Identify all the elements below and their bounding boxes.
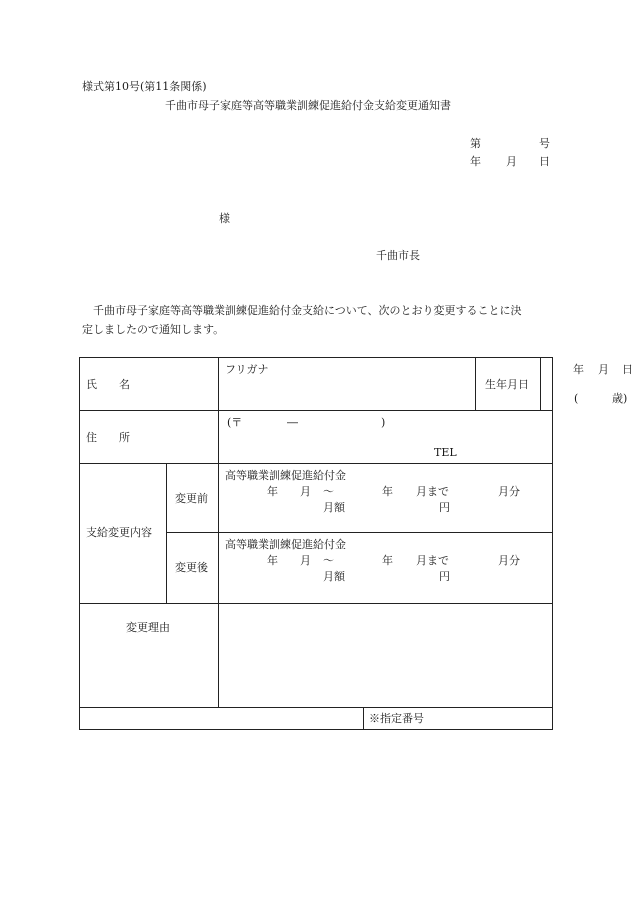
postal-open: (〒 — [227, 416, 243, 429]
date-day: 日 — [539, 155, 550, 168]
benefit-name: 高等職業訓練促進給付金 — [225, 538, 346, 552]
birth-label: 生年月日 — [485, 378, 529, 391]
before-value-cell[interactable] — [219, 464, 553, 533]
name-row — [80, 358, 553, 411]
yen-label: 円 — [439, 501, 450, 514]
reason-label-cell — [80, 604, 219, 708]
name-label: 氏 名 — [86, 378, 130, 391]
birth-day: 日 — [622, 363, 633, 376]
address-label: 住 所 — [86, 431, 130, 444]
before-label: 変更前 — [175, 492, 208, 505]
benefit-name: 高等職業訓練促進給付金 — [225, 469, 346, 482]
date-year: 年 — [470, 155, 481, 168]
months-label: 月分 — [498, 485, 520, 498]
number-prefix: 第 — [470, 137, 481, 150]
period-end-month: 月まで — [416, 554, 449, 568]
before-row — [80, 464, 553, 533]
period-month: 月 — [300, 485, 311, 498]
period-tilde: ～ — [323, 485, 334, 498]
form-label: 様式第10号(第11条関係) — [82, 80, 207, 93]
period-tilde: ～ — [323, 554, 334, 568]
before-label-cell — [167, 464, 219, 533]
recipient-suffix: 様 — [219, 212, 230, 225]
period-year: 年 — [267, 485, 278, 498]
birth-date-cell[interactable] — [541, 358, 633, 411]
reason-row — [80, 604, 553, 708]
months-label: 月分 — [498, 554, 520, 568]
yen-label: 円 — [439, 570, 450, 584]
period-end-year: 年 — [382, 485, 393, 498]
issuer: 千曲市長 — [376, 249, 420, 262]
furigana-label: フリガナ — [225, 363, 269, 376]
age-open: ( — [574, 392, 579, 405]
after-value-cell[interactable] — [219, 533, 553, 604]
furigana-cell[interactable] — [219, 358, 476, 411]
address-label-cell — [80, 411, 219, 464]
number-suffix: 号 — [539, 137, 550, 150]
designation-cell[interactable] — [364, 708, 553, 730]
designation-blank-cell — [80, 708, 364, 730]
notice-form-table — [79, 357, 633, 730]
change-content-label: 支給変更内容 — [86, 526, 152, 539]
after-label-cell — [167, 533, 219, 604]
postal-dash: ― — [287, 416, 298, 429]
date-month: 月 — [506, 155, 517, 168]
postal-close: ) — [381, 416, 386, 429]
birth-label-cell — [476, 358, 541, 411]
period-month: 月 — [300, 554, 311, 568]
monthly-label: 月額 — [323, 501, 345, 514]
change-content-label-cell — [80, 464, 167, 604]
birth-month: 月 — [598, 363, 609, 376]
designation-row — [80, 708, 553, 730]
monthly-label: 月額 — [323, 570, 345, 584]
tel-label: TEL — [434, 446, 457, 459]
reason-value-cell[interactable] — [219, 604, 553, 708]
body-text-line1: 千曲市母子家庭等高等職業訓練促進給付金支給について、次のとおり変更することに決 — [93, 304, 522, 317]
designation-label: ※指定番号 — [369, 712, 424, 725]
body-text-line2: 定しましたので通知します。 — [82, 323, 225, 336]
document-title: 千曲市母子家庭等高等職業訓練促進給付金支給変更通知書 — [165, 99, 451, 112]
period-year: 年 — [267, 554, 278, 568]
address-value-cell[interactable] — [219, 411, 553, 464]
period-end-year: 年 — [382, 554, 393, 568]
birth-year: 年 — [573, 363, 584, 376]
age-close: 歳) — [612, 392, 628, 405]
address-row — [80, 411, 553, 464]
after-label: 変更後 — [175, 561, 208, 575]
reason-label: 変更理由 — [126, 621, 170, 634]
period-end-month: 月まで — [416, 485, 449, 498]
name-label-cell — [80, 358, 219, 411]
